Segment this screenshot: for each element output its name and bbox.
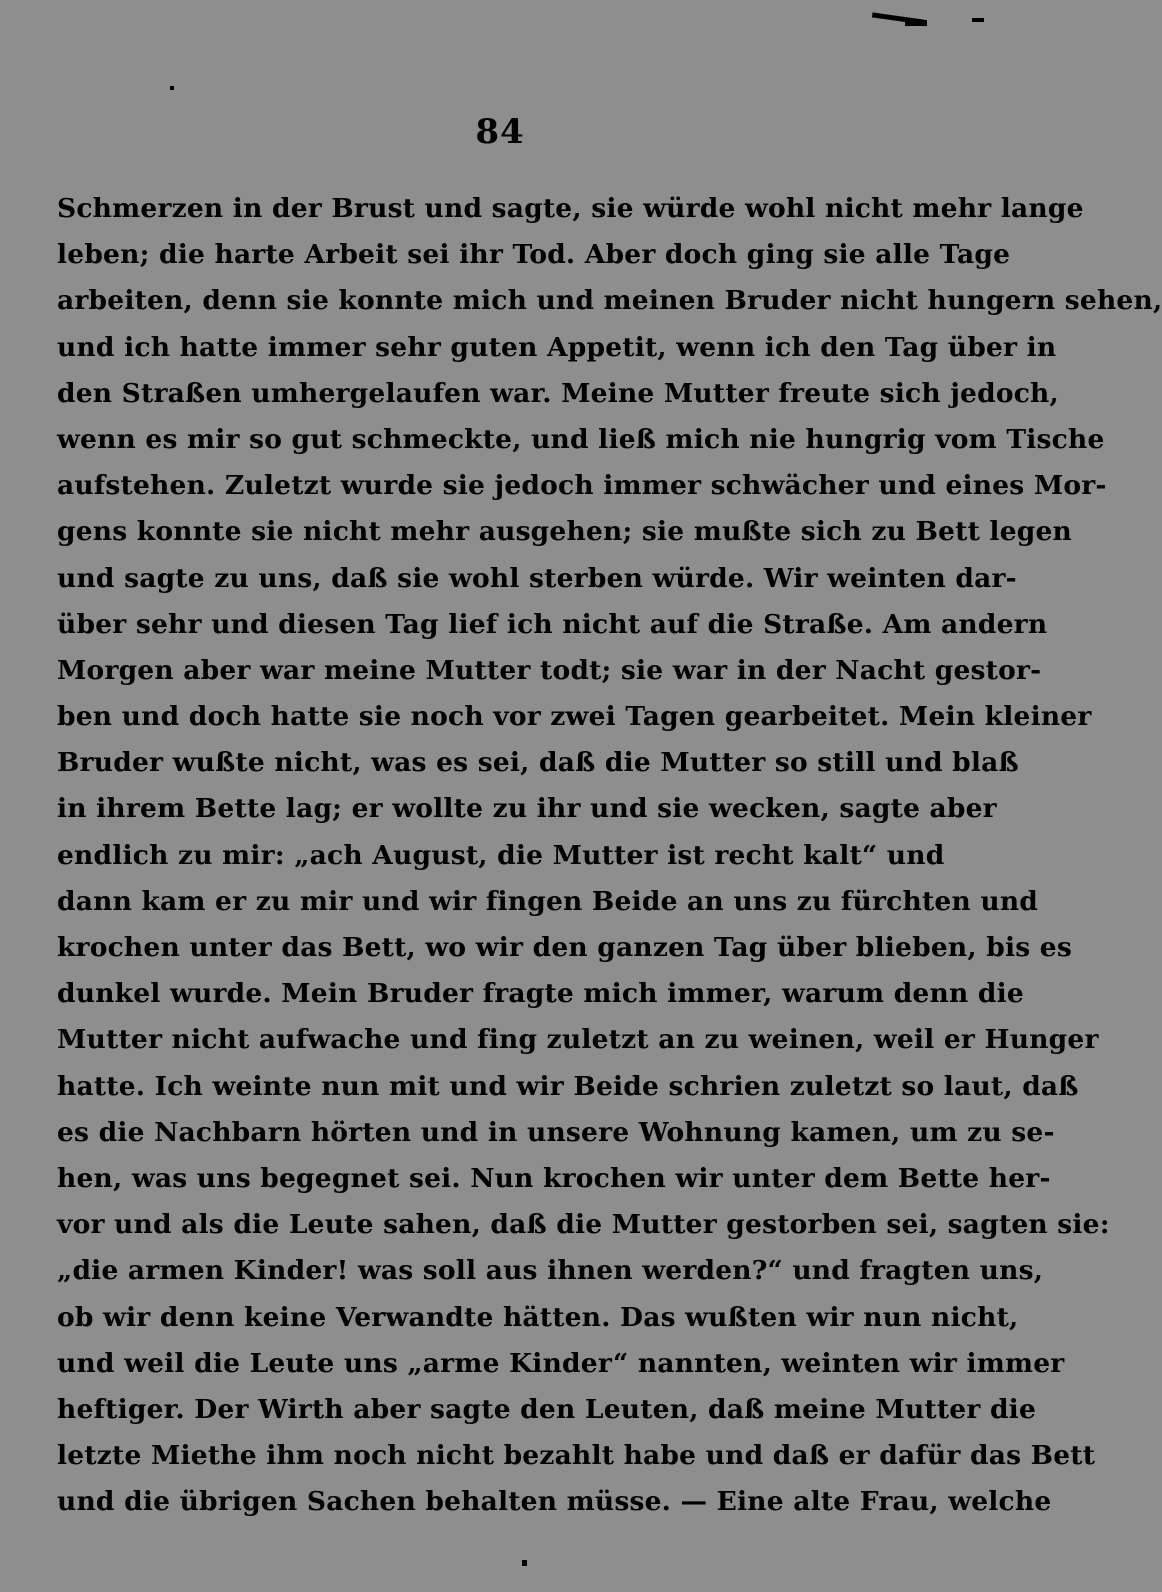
text-line: hen, was uns begegnet sei. Nun krochen wir unter dem Bette her-	[57, 1162, 1051, 1194]
text-line: und weil die Leute uns „arme Kinder“ nannten, weinten wir immer	[57, 1347, 1065, 1379]
text-line: endlich zu mir: „ach August, die Mutter ist recht kalt“ und	[57, 839, 945, 871]
text-line: krochen unter das Bett, wo wir den ganzen Tag über blieben, bis es	[57, 932, 1072, 963]
scan-speck	[522, 1560, 527, 1566]
text-line: leben; die harte Arbeit sei ihr Tod. Aber doch ging sie alle Tage	[57, 239, 1011, 271]
scan-speck	[905, 20, 927, 26]
text-line: arbeiten, denn sie konnte mich und meinen Bruder nicht hungern sehen,	[57, 285, 1162, 317]
text-line: vor und als die Leute sahen, daß die Mutter gestorben sei, sagten sie:	[57, 1209, 1110, 1241]
page-number: 84	[475, 112, 525, 152]
text-line: dunkel wurde. Mein Bruder fragte mich immer, warum denn die	[57, 978, 1024, 1010]
text-line: Morgen aber war meine Mutter todt; sie war in der Nacht gestor-	[57, 654, 1042, 686]
text-line: Schmerzen in der Brust und sagte, sie würde wohl nicht mehr lange	[57, 193, 1084, 224]
text-line: wenn es mir so gut schmeckte, und ließ mich nie hungrig vom Tische	[57, 423, 1105, 455]
scan-speck	[170, 86, 174, 90]
text-line: heftiger. Der Wirth aber sagte den Leuten, daß meine Mutter die	[57, 1393, 1037, 1425]
text-line: und die übrigen Sachen behalten müsse. — Eine alte Frau, welche	[57, 1486, 1052, 1518]
text-line: und sagte zu uns, daß sie wohl sterben würde. Wir weinten dar-	[57, 562, 1017, 594]
scan-speck	[972, 18, 984, 22]
text-line: ben und doch hatte sie noch vor zwei Tagen gearbeitet. Mein kleiner	[57, 701, 1092, 733]
text-line: „die armen Kinder! was soll aus ihnen werden?“ und fragten uns,	[57, 1255, 1044, 1287]
text-line: es die Nachbarn hörten und in unsere Wohnung kamen, um zu se-	[57, 1116, 1055, 1148]
text-line: letzte Miethe ihm noch nicht bezahlt habe und daß er dafür das Bett	[57, 1440, 1096, 1472]
text-line: Bruder wußte nicht, was es sei, daß die Mutter so still und blaß	[57, 747, 1019, 779]
text-line: in ihrem Bette lag; er wollte zu ihr und sie wecken, sagte aber	[57, 793, 997, 825]
text-line: aufstehen. Zuletzt wurde sie jedoch immer schwächer und eines Mor-	[57, 470, 1107, 502]
text-line: Mutter nicht aufwache und fing zuletzt an zu weinen, weil er Hunger	[57, 1024, 1099, 1056]
text-line: und ich hatte immer sehr guten Appetit, wenn ich den Tag über in	[57, 331, 1057, 363]
text-line: ob wir denn keine Verwandte hätten. Das wußten wir nun nicht,	[57, 1301, 1019, 1333]
text-line: dann kam er zu mir und wir fingen Beide an uns zu fürchten und	[57, 885, 1039, 917]
text-line: den Straßen umhergelaufen war. Meine Mutter freute sich jedoch,	[57, 377, 1059, 409]
text-line: über sehr und diesen Tag lief ich nicht auf die Straße. Am andern	[57, 608, 1048, 640]
text-line: gens konnte sie nicht mehr ausgehen; sie mußte sich zu Bett legen	[57, 516, 1073, 548]
body-text	[57, 186, 1162, 1525]
text-line: hatte. Ich weinte nun mit und wir Beide schrien zuletzt so laut, daß	[57, 1070, 1079, 1102]
